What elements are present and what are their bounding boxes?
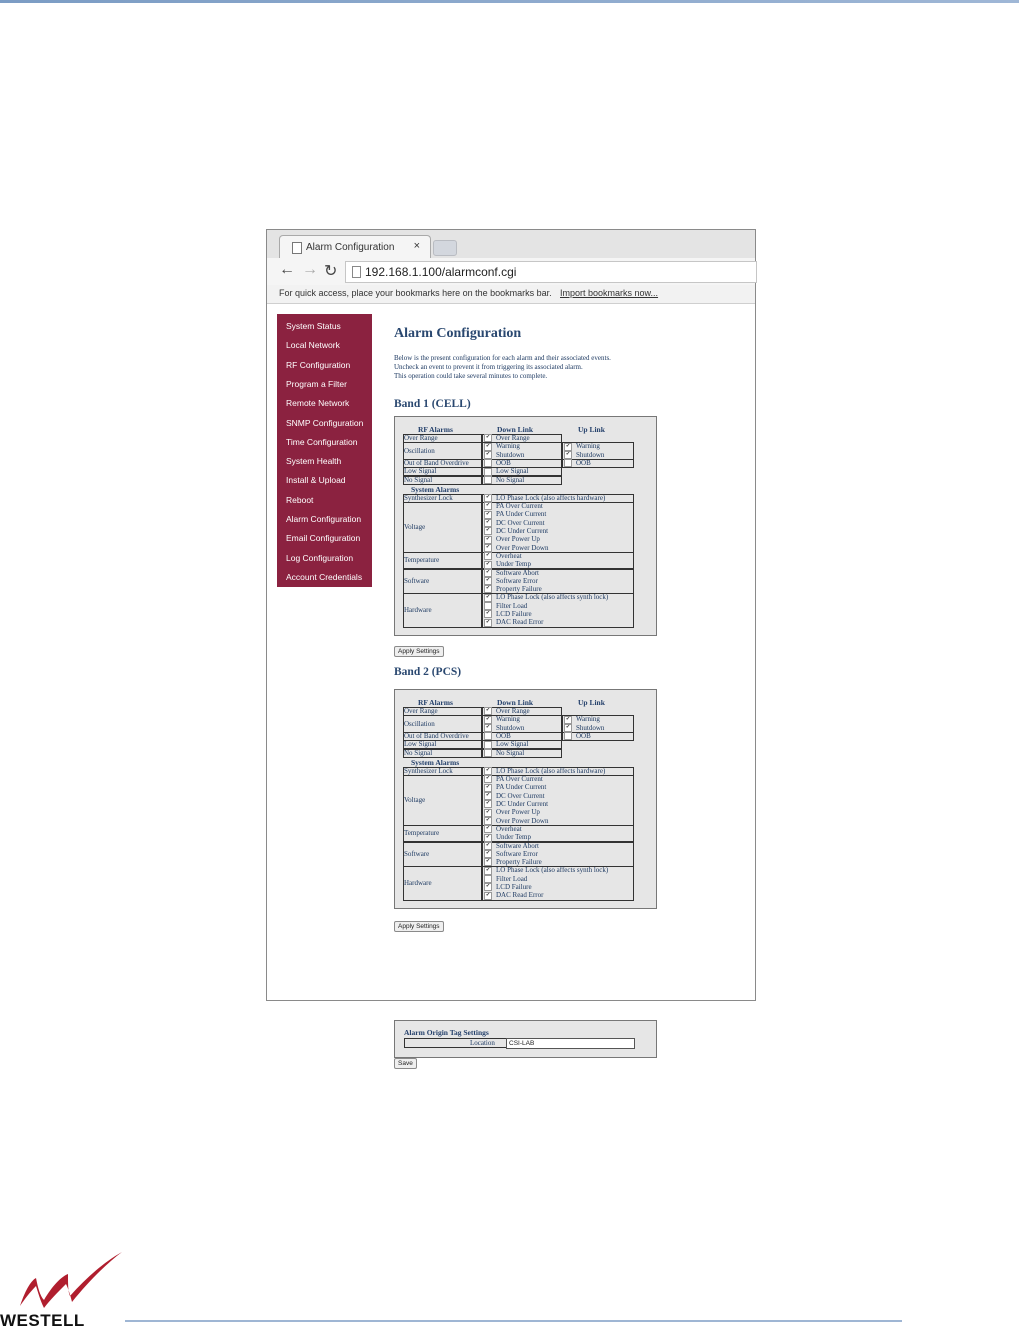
event-checkbox-row[interactable]: [484, 552, 522, 560]
system-alarm-label: Software: [404, 849, 430, 858]
bookmarks-bar: [267, 285, 755, 304]
intro-line: Below is the present configuration for each alarm and their associated events.: [394, 354, 611, 362]
rf-alarm-label: No Signal: [404, 475, 433, 484]
event-checkbox-row[interactable]: [484, 833, 531, 841]
system-alarm-label: Synthesizer Lock: [404, 766, 453, 775]
alarm-panel: [394, 416, 657, 636]
checkbox[interactable]: ✔: [485, 586, 491, 592]
event-label: Overheat: [496, 824, 522, 833]
checkbox[interactable]: ✔: [565, 724, 571, 730]
checkbox[interactable]: ✔: [485, 716, 491, 722]
sidebar-item[interactable]: System Status: [286, 321, 341, 331]
tab-strip: [267, 230, 755, 258]
event-checkbox-row[interactable]: [564, 451, 604, 459]
checkbox[interactable]: ✔: [485, 569, 491, 575]
event-checkbox-row[interactable]: [564, 715, 600, 723]
system-alarm-label: Hardware: [404, 606, 432, 614]
system-alarm-label: Temperature: [404, 829, 440, 838]
back-arrow-icon[interactable]: ←: [279, 261, 295, 278]
sidebar-item[interactable]: Account Credentials: [286, 571, 363, 582]
checkbox[interactable]: ✔: [485, 536, 491, 542]
event-checkbox-row[interactable]: [484, 442, 520, 450]
event-checkbox-row[interactable]: [484, 519, 545, 527]
band-title: Band 1 (CELL): [394, 398, 471, 410]
rf-alarm-label: Oscillation: [404, 719, 435, 728]
forward-arrow-icon[interactable]: →: [302, 261, 318, 278]
rf-alarm-label: Oscillation: [404, 446, 435, 455]
checkbox[interactable]: ✔: [485, 578, 491, 584]
event-label: DC Under Current: [496, 527, 549, 535]
checkbox[interactable]: [484, 459, 492, 467]
event-label: DC Under Current: [496, 800, 549, 808]
event-checkbox-row[interactable]: [484, 724, 524, 732]
checkbox[interactable]: [484, 749, 492, 757]
checkbox[interactable]: [484, 602, 492, 610]
new-tab-button[interactable]: [433, 240, 457, 256]
event-checkbox-row[interactable]: [484, 577, 538, 585]
address-bar: [267, 258, 755, 285]
event-checkbox-row[interactable]: [484, 842, 539, 850]
event-checkbox-row[interactable]: [484, 783, 546, 791]
checkbox[interactable]: ✔: [485, 619, 491, 625]
intro-line: This operation could take several minutes to complete.: [394, 372, 548, 380]
event-label: Software Abort: [496, 568, 539, 577]
rf-alarm-label: Over Range: [404, 707, 438, 716]
checkbox[interactable]: ✔: [485, 793, 491, 799]
checkbox[interactable]: ✔: [485, 784, 491, 790]
checkbox[interactable]: ✔: [485, 708, 491, 714]
url-input[interactable]: [345, 261, 757, 283]
sidebar-item[interactable]: Program a Filter: [286, 378, 347, 389]
column-header: Up Link: [578, 425, 605, 434]
bookmarks-hint: For quick access, place your bookmarks here on the bookmarks bar.: [279, 288, 552, 298]
event-checkbox-row[interactable]: [484, 800, 548, 808]
browser-tab[interactable]: [279, 235, 431, 259]
event-label: Property Failure: [496, 858, 542, 867]
checkbox[interactable]: ✔: [485, 884, 491, 890]
sidebar-item[interactable]: Remote Network: [286, 398, 350, 409]
tag-settings-title: Alarm Origin Tag Settings: [404, 1028, 489, 1037]
event-checkbox-row[interactable]: [484, 451, 524, 459]
checkbox[interactable]: ✔: [485, 495, 491, 501]
event-label: Shutdown: [496, 450, 525, 459]
event-label: Low Signal: [496, 467, 529, 476]
event-checkbox-row[interactable]: [484, 749, 524, 757]
page-icon: [352, 266, 361, 278]
checkbox[interactable]: ✔: [565, 443, 571, 449]
event-label: Software Error: [496, 849, 538, 858]
event-label: Over Power Up: [496, 808, 540, 817]
rf-alarm-label: Out of Band Overdrive: [404, 732, 469, 741]
event-label: LCD Failure: [496, 883, 532, 891]
event-checkbox-row[interactable]: [484, 476, 524, 484]
event-label: LO Phase Lock (also affects hardware): [496, 493, 606, 502]
system-alarm-label: Voltage: [404, 523, 426, 531]
event-checkbox-row[interactable]: [484, 502, 543, 510]
event-label: Over Range: [496, 434, 530, 442]
rf-alarm-label: Low Signal: [404, 740, 437, 749]
intro-text: [394, 354, 611, 381]
checkbox[interactable]: ✔: [485, 503, 491, 509]
event-label: Warning: [496, 715, 520, 724]
rf-alarm-label: Over Range: [404, 434, 438, 443]
checkbox[interactable]: [484, 741, 492, 749]
intro-line: Uncheck an event to prevent it from triggering its associated alarm.: [394, 363, 583, 371]
event-label: Over Power Down: [496, 816, 549, 825]
checkbox[interactable]: ✔: [485, 826, 491, 832]
event-label: No Signal: [496, 475, 525, 484]
westell-wordmark: WESTELL: [0, 1311, 85, 1330]
event-label: Overheat: [496, 551, 522, 560]
checkbox[interactable]: ✔: [485, 553, 491, 559]
system-alarm-label: Hardware: [404, 879, 432, 887]
apply-settings-button[interactable]: Apply Settings: [394, 921, 444, 932]
event-label: PA Under Current: [496, 510, 547, 519]
tab-title: Alarm Configuration: [306, 242, 395, 253]
rf-alarm-label: No Signal: [404, 748, 433, 757]
system-alarm-label: Software: [404, 576, 430, 585]
browser-window: [266, 229, 756, 1067]
checkbox[interactable]: ✔: [485, 842, 491, 848]
event-checkbox-row[interactable]: [484, 875, 527, 883]
checkbox[interactable]: ✔: [485, 851, 491, 857]
alarm-panel: [394, 689, 657, 909]
checkbox[interactable]: ✔: [485, 451, 491, 457]
event-label: LO Phase Lock (also affects synth lock): [496, 593, 609, 602]
event-label: OOB: [576, 731, 591, 740]
checkbox[interactable]: [484, 468, 492, 476]
event-label: Filter Load: [496, 601, 528, 610]
event-label: LO Phase Lock (also affects hardware): [496, 766, 606, 775]
sidebar-item[interactable]: Time Configuration: [286, 436, 358, 447]
sidebar-item[interactable]: Log Configuration: [286, 552, 354, 563]
location-input[interactable]: CSI-LAB: [506, 1038, 635, 1049]
checkbox[interactable]: ✔: [485, 892, 491, 898]
event-label: LO Phase Lock (also affects synth lock): [496, 866, 609, 875]
event-checkbox-row[interactable]: [564, 732, 591, 740]
checkbox[interactable]: [564, 732, 572, 740]
event-checkbox-row[interactable]: [484, 434, 530, 442]
system-alarm-label: Synthesizer Lock: [404, 493, 453, 502]
event-label: Warning: [576, 715, 600, 724]
event-label: Warning: [496, 442, 520, 451]
event-checkbox-row[interactable]: [484, 817, 549, 825]
sidebar-item[interactable]: Install & Upload: [286, 475, 346, 486]
checkbox[interactable]: ✔: [485, 834, 491, 840]
event-checkbox-row[interactable]: [484, 825, 522, 833]
event-label: Warning: [576, 442, 600, 451]
sidebar-item[interactable]: Email Configuration: [286, 533, 361, 544]
event-label: DAC Read Error: [496, 891, 544, 900]
event-checkbox-row[interactable]: [484, 858, 542, 866]
column-header: Down Link: [497, 425, 534, 434]
checkbox[interactable]: ✔: [485, 443, 491, 449]
event-label: Property Failure: [496, 585, 542, 594]
page-icon: [292, 242, 302, 254]
event-label: Shutdown: [576, 450, 605, 459]
checkbox[interactable]: [484, 732, 492, 740]
event-label: Software Abort: [496, 841, 539, 850]
event-label: Shutdown: [496, 723, 525, 732]
checkbox[interactable]: ✔: [485, 594, 491, 600]
event-label: Under Temp: [496, 560, 531, 569]
checkbox[interactable]: ✔: [485, 561, 491, 567]
event-checkbox-row[interactable]: [484, 494, 605, 502]
event-checkbox-row[interactable]: [484, 808, 540, 816]
event-checkbox-row[interactable]: [484, 707, 530, 715]
event-label: PA Over Current: [496, 775, 543, 784]
event-checkbox-row[interactable]: [484, 891, 543, 899]
event-checkbox-row[interactable]: [484, 775, 543, 783]
event-checkbox-row[interactable]: [484, 618, 543, 626]
event-checkbox-row[interactable]: [484, 527, 548, 535]
checkbox[interactable]: ✔: [485, 435, 491, 441]
event-checkbox-row[interactable]: [564, 724, 604, 732]
system-alarm-label: Temperature: [404, 556, 440, 565]
checkbox[interactable]: ✔: [565, 716, 571, 722]
checkbox[interactable]: ✔: [485, 511, 491, 517]
event-label: Software Error: [496, 576, 538, 585]
event-label: Over Range: [496, 707, 530, 715]
checkbox[interactable]: [484, 875, 492, 883]
checkbox[interactable]: ✔: [485, 611, 491, 617]
event-label: DC Over Current: [496, 518, 545, 527]
checkbox[interactable]: ✔: [485, 809, 491, 815]
checkbox[interactable]: ✔: [485, 776, 491, 782]
event-label: No Signal: [496, 748, 525, 757]
import-bookmarks-link[interactable]: Import bookmarks now...: [560, 288, 659, 298]
sidebar-item[interactable]: RF Configuration: [286, 359, 351, 370]
system-alarms-header: System Alarms: [411, 484, 460, 494]
checkbox[interactable]: ✔: [485, 724, 491, 730]
event-label: Low Signal: [496, 740, 529, 749]
system-alarms-header: System Alarms: [411, 757, 460, 767]
event-checkbox-row[interactable]: [484, 510, 546, 518]
checkbox[interactable]: ✔: [485, 768, 491, 774]
column-header: Up Link: [578, 698, 605, 707]
apply-settings-button[interactable]: Apply Settings: [394, 646, 444, 657]
event-checkbox-row[interactable]: [484, 866, 608, 874]
sidebar-item[interactable]: Local Network: [286, 340, 340, 351]
event-label: PA Over Current: [496, 502, 543, 511]
event-label: PA Under Current: [496, 783, 547, 792]
rf-alarm-label: Out of Band Overdrive: [404, 459, 469, 468]
event-checkbox-row[interactable]: [484, 459, 511, 467]
event-label: OOB: [496, 458, 511, 467]
event-label: OOB: [496, 731, 511, 740]
event-checkbox-row[interactable]: [484, 715, 520, 723]
checkbox[interactable]: ✔: [485, 859, 491, 865]
bottom-rule: [125, 1320, 902, 1322]
checkbox[interactable]: ✔: [485, 520, 491, 526]
sidebar-item[interactable]: Alarm Configuration: [286, 514, 362, 524]
event-checkbox-row[interactable]: [484, 883, 532, 891]
event-checkbox-row[interactable]: [484, 544, 549, 552]
event-checkbox-row[interactable]: [484, 610, 532, 618]
event-checkbox-row[interactable]: [484, 560, 531, 568]
location-label: Location: [470, 1039, 495, 1047]
column-header: Down Link: [497, 698, 534, 707]
event-checkbox-row[interactable]: [484, 850, 538, 858]
checkbox[interactable]: ✔: [485, 528, 491, 534]
event-label: Over Power Up: [496, 535, 540, 544]
event-checkbox-row[interactable]: [484, 792, 545, 800]
top-rule: [0, 0, 1019, 3]
event-checkbox-row[interactable]: [484, 467, 528, 475]
event-checkbox-row[interactable]: [564, 442, 600, 450]
close-icon[interactable]: ×: [413, 240, 420, 252]
column-header: RF Alarms: [418, 425, 453, 434]
event-label: DAC Read Error: [496, 618, 544, 627]
event-checkbox-row[interactable]: [484, 732, 511, 740]
event-label: Over Power Down: [496, 543, 549, 552]
save-button[interactable]: Save: [394, 1058, 417, 1069]
event-label: LCD Failure: [496, 610, 532, 618]
event-checkbox-row[interactable]: [484, 740, 528, 748]
event-label: DC Over Current: [496, 791, 545, 800]
reload-icon[interactable]: ↻: [324, 263, 338, 280]
band-title: Band 2 (PCS): [394, 666, 462, 678]
checkbox[interactable]: [564, 459, 572, 467]
rf-alarm-label: Low Signal: [404, 467, 437, 476]
event-label: OOB: [576, 458, 591, 467]
checkbox[interactable]: ✔: [485, 544, 491, 550]
checkbox[interactable]: ✔: [565, 451, 571, 457]
system-alarm-label: Voltage: [404, 796, 426, 804]
event-checkbox-row[interactable]: [484, 535, 540, 543]
checkbox[interactable]: ✔: [485, 867, 491, 873]
event-checkbox-row[interactable]: [484, 602, 527, 610]
event-checkbox-row[interactable]: [484, 767, 605, 775]
event-checkbox-row[interactable]: [484, 593, 608, 601]
event-checkbox-row[interactable]: [564, 459, 591, 467]
checkbox[interactable]: ✔: [485, 817, 491, 823]
sidebar-item[interactable]: Reboot: [286, 494, 314, 505]
checkbox[interactable]: [484, 476, 492, 484]
sidebar-nav: [277, 314, 372, 587]
event-checkbox-row[interactable]: [484, 569, 539, 577]
event-checkbox-row[interactable]: [484, 585, 542, 593]
event-label: Under Temp: [496, 833, 531, 842]
checkbox[interactable]: ✔: [485, 801, 491, 807]
event-label: Shutdown: [576, 723, 605, 732]
alarm-origin-tag-panel: [394, 1020, 657, 1058]
page-title: Alarm Configuration: [394, 326, 522, 341]
event-label: Filter Load: [496, 874, 528, 883]
sidebar-item[interactable]: System Health: [286, 456, 342, 467]
sidebar-item[interactable]: SNMP Configuration: [286, 417, 364, 428]
column-header: RF Alarms: [418, 698, 453, 707]
url-text: 192.168.1.100/alarmconf.cgi: [365, 265, 517, 279]
